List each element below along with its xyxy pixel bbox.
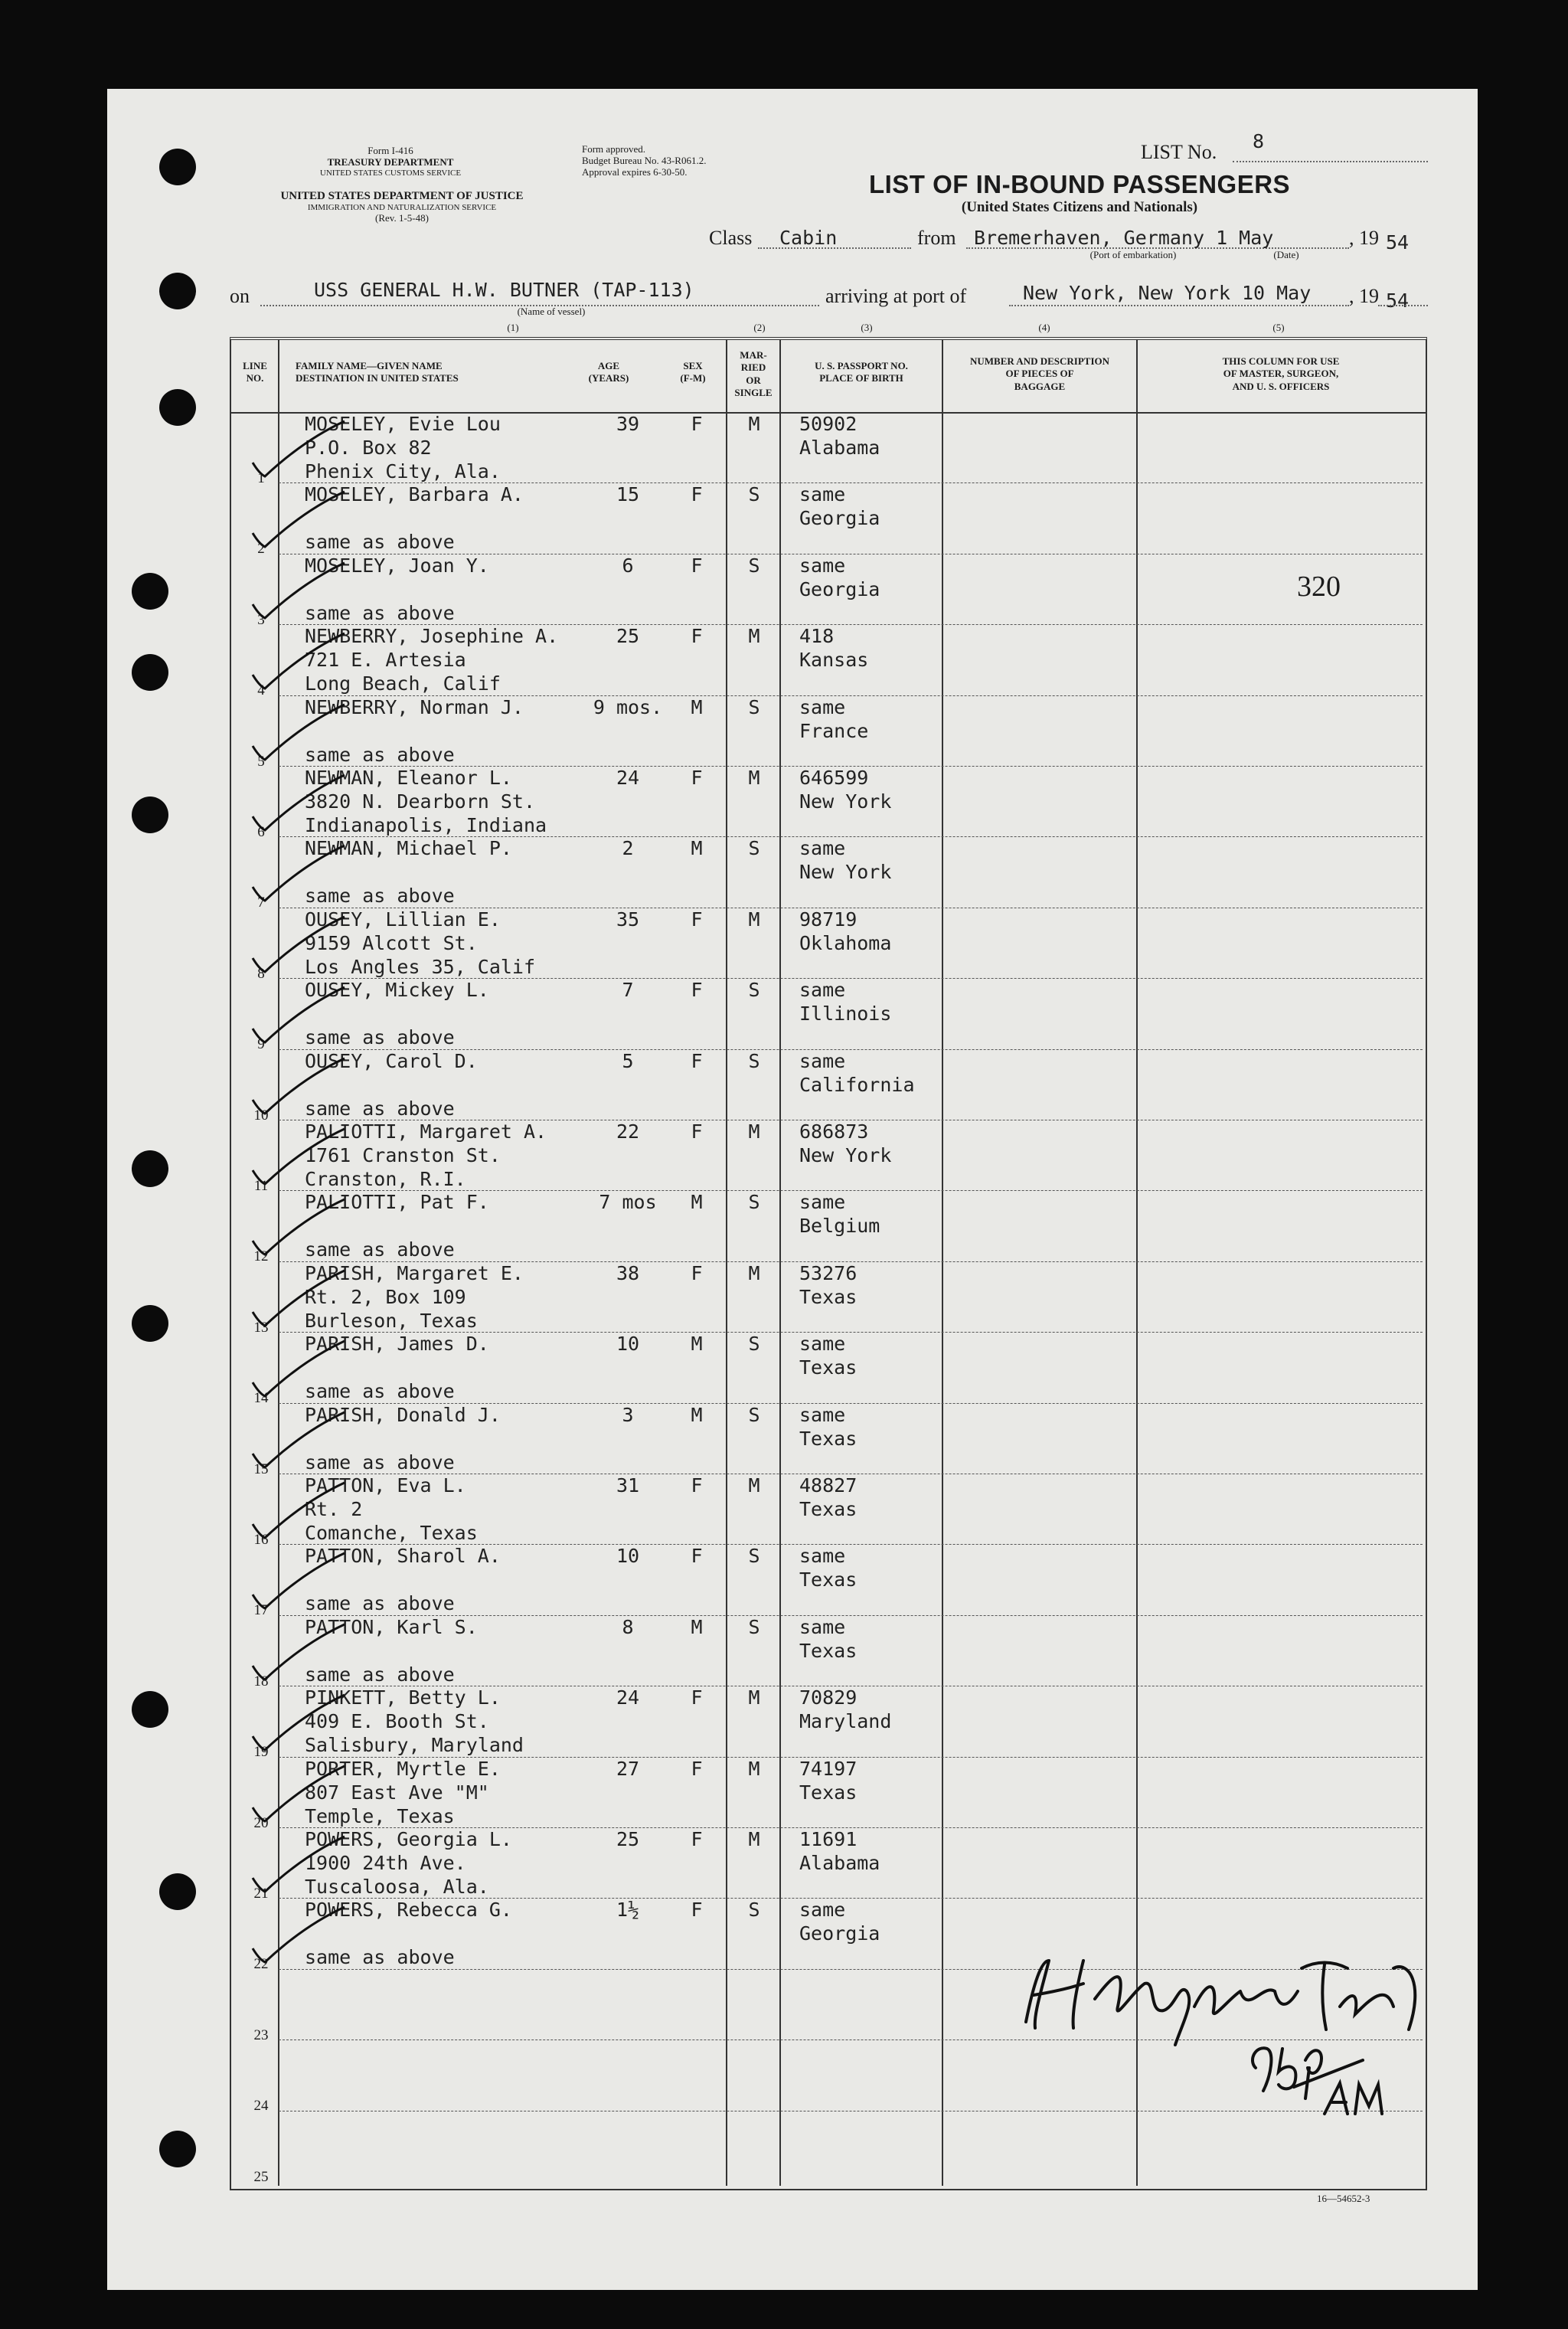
passenger-sex: F (691, 1757, 703, 1780)
page-subtitle: (United States Citizens and Nationals) (961, 199, 1198, 215)
page-title: LIST OF IN-BOUND PASSENGERS (868, 170, 1291, 198)
arriving-label: arriving at port of (825, 285, 967, 307)
passenger-sex: F (691, 979, 703, 1002)
marital-status: S (748, 554, 760, 577)
passenger-name: MOSELEY, Evie Lou P.O. Box 82 Phenix City, Ala. (305, 413, 501, 482)
passenger-sex: F (691, 483, 703, 506)
passenger-age: 7 mos (599, 1191, 657, 1214)
passenger-age: 35 (616, 908, 640, 931)
check-mark (243, 1335, 351, 1404)
vessel-name: USS GENERAL H.W. BUTNER (TAP-113) (314, 279, 694, 301)
marital-status: M (748, 413, 760, 435)
col-num-5: (5) (1272, 322, 1285, 333)
passport-birthplace: same Texas (799, 1333, 858, 1379)
inspector-initials (1240, 2030, 1393, 2121)
col-num-1: (1) (507, 322, 519, 333)
line-number: 15 (253, 1461, 269, 1477)
year-value-2: 54 (1386, 289, 1410, 312)
passenger-name: PARISH, Margaret E. Rt. 2, Box 109 Burleson, Texas (305, 1261, 524, 1332)
passenger-sex: M (691, 1191, 703, 1214)
year-prefix-1: , 19 (1349, 227, 1379, 249)
passport-birthplace: same New York (799, 837, 892, 884)
marital-status: M (748, 1474, 760, 1497)
binder-hole (132, 1305, 168, 1342)
marital-status: M (748, 767, 760, 789)
passport-birthplace: 48827 Texas (799, 1474, 858, 1520)
passenger-age: 24 (616, 1686, 640, 1709)
bureau-label: Budget Bureau No. 43-R061.2. (582, 154, 707, 166)
passenger-name: OUSEY, Carol D. same as above (305, 1049, 478, 1120)
col-divider (1136, 340, 1138, 2186)
binder-hole (159, 149, 196, 185)
passenger-sex: F (691, 1120, 703, 1143)
passenger-name: NEWMAN, Eleanor L. 3820 N. Dearborn St. Indianapolis, Indiana (305, 767, 547, 836)
binder-hole (132, 573, 168, 610)
passenger-name: PORTER, Myrtle E. 807 East Ave "M" Temple, Texas (305, 1757, 501, 1827)
passenger-name: PARISH, James D. same as above (305, 1333, 489, 1403)
treasury-block (276, 146, 505, 178)
passenger-age: 3 (622, 1403, 634, 1426)
check-mark (243, 415, 351, 484)
check-mark (243, 839, 351, 908)
marital-status: S (748, 1049, 760, 1072)
line-number: 11 (253, 1178, 269, 1194)
passenger-sex: F (691, 767, 703, 789)
col-line-header: LINE NO. (243, 360, 267, 384)
justice-label: UNITED STATES DEPARTMENT OF JUSTICE (280, 190, 524, 202)
binder-hole (132, 1150, 168, 1187)
line-number: 5 (257, 753, 265, 770)
line-number: 13 (253, 1319, 269, 1336)
passport-birthplace: 98719 Oklahoma (799, 908, 892, 954)
from-value: Bremerhaven, Germany 1 May (974, 227, 1274, 249)
line-number: 1 (257, 470, 265, 486)
passenger-age: 10 (616, 1333, 640, 1356)
col-num-4: (4) (1038, 322, 1050, 333)
marital-status: S (748, 837, 760, 860)
passenger-sex: M (691, 695, 703, 718)
marital-status: S (748, 1191, 760, 1214)
passenger-sex: M (691, 1403, 703, 1426)
passenger-age: 24 (616, 767, 640, 789)
line-number: 14 (253, 1390, 269, 1407)
line-number: 19 (253, 1744, 269, 1761)
on-label: on (230, 285, 250, 307)
passenger-sex: F (691, 1828, 703, 1850)
check-mark (243, 981, 351, 1050)
passport-birthplace: same California (799, 1049, 915, 1096)
ins-label: IMMIGRATION AND NATURALIZATION SERVICE (307, 203, 497, 213)
passport-birthplace: same Georgia (799, 554, 880, 600)
year-value-1: 54 (1386, 231, 1410, 254)
passenger-age: 8 (622, 1615, 634, 1638)
line-number: 25 (253, 2168, 269, 2185)
marital-status: M (748, 1828, 760, 1850)
passenger-name: PINKETT, Betty L. 409 E. Booth St. Salisbury, Maryland (305, 1686, 524, 1757)
check-mark (243, 1477, 351, 1546)
passport-birthplace: same Texas (799, 1615, 858, 1662)
passenger-name: PARISH, Donald J. same as above (305, 1403, 501, 1474)
check-mark (243, 1760, 351, 1829)
binder-hole (132, 654, 168, 691)
check-mark (243, 1618, 351, 1687)
passenger-sex: F (691, 1474, 703, 1497)
line-number: 6 (257, 824, 265, 840)
check-mark (243, 1547, 351, 1616)
passenger-age: 7 (622, 979, 634, 1002)
passenger-age: 6 (622, 554, 634, 577)
marital-status: S (748, 1333, 760, 1356)
col-officers-header: THIS COLUMN FOR USE OF MASTER, SURGEON, AND U. S. OFFICERS (1222, 355, 1340, 392)
col-passport-header: U. S. PASSPORT NO. PLACE OF BIRTH (815, 360, 908, 384)
passenger-age: 15 (616, 483, 640, 506)
list-no-value: 8 (1253, 130, 1265, 152)
passenger-name: MOSELEY, Barbara A. same as above (305, 483, 524, 554)
marital-status: S (748, 979, 760, 1002)
passenger-name: OUSEY, Mickey L. same as above (305, 979, 489, 1049)
passenger-name: NEWMAN, Michael P. same as above (305, 837, 512, 908)
passport-birthplace: 686873 New York (799, 1120, 892, 1166)
passenger-sex: F (691, 1899, 703, 1922)
line-number: 9 (257, 1036, 265, 1053)
passenger-age: 27 (616, 1757, 640, 1780)
passport-birthplace: same Belgium (799, 1191, 880, 1238)
marital-status: M (748, 625, 760, 648)
marital-status: S (748, 483, 760, 506)
passenger-sex: M (691, 1615, 703, 1638)
passport-birthplace: 70829 Maryland (799, 1686, 892, 1733)
passenger-name: PALIOTTI, Margaret A. 1761 Cranston St. Cranston, R.I. (305, 1120, 547, 1190)
list-no-label: LIST No. (1141, 141, 1217, 163)
passenger-age: 9 mos. (593, 695, 663, 718)
port-value: New York, New York 10 May (1023, 282, 1312, 304)
passport-birthplace: 11691 Alabama (799, 1828, 880, 1874)
check-mark (243, 1689, 351, 1758)
passenger-age: 25 (616, 1828, 640, 1850)
passenger-name: OUSEY, Lillian E. 9159 Alcott St. Los Angles 35, Calif (305, 908, 536, 978)
col-age-header: AGE (YEARS) (588, 360, 629, 384)
line-number: 12 (253, 1248, 269, 1265)
passport-birthplace: same Georgia (799, 1899, 880, 1945)
rev-label: (Rev. 1-5-48) (375, 211, 429, 224)
marital-status: S (748, 1545, 760, 1568)
line-number: 20 (253, 1814, 269, 1831)
passenger-age: 2 (622, 837, 634, 860)
class-value: Cabin (779, 227, 838, 249)
passenger-age: 1½ (616, 1899, 640, 1922)
port-line (1009, 305, 1349, 306)
marital-status: M (748, 1120, 760, 1143)
passenger-sex: F (691, 413, 703, 435)
check-mark (243, 1830, 351, 1899)
line-number: 8 (257, 965, 265, 982)
col-name-header: FAMILY NAME—GIVEN NAME DESTINATION IN UNITED STATES (296, 360, 459, 384)
col-num-2: (2) (753, 322, 766, 333)
line-number: 4 (257, 682, 265, 699)
col-num-3: (3) (861, 322, 873, 333)
form-number: Form I-416 (368, 145, 413, 156)
check-mark (243, 1123, 351, 1192)
check-mark (243, 1052, 351, 1121)
passenger-name: MOSELEY, Joan Y. same as above (305, 554, 489, 624)
passenger-name: NEWBERRY, Norman J. same as above (305, 695, 524, 766)
justice-block (222, 190, 582, 224)
passenger-name: PATTON, Eva L. Rt. 2 Comanche, Texas (305, 1474, 478, 1544)
marital-status: M (748, 1757, 760, 1780)
passenger-age: 5 (622, 1049, 634, 1072)
binder-hole (159, 1873, 196, 1910)
line-number: 21 (253, 1886, 269, 1902)
footer-code: 16—54652-3 (1317, 2193, 1370, 2204)
passenger-name: PALIOTTI, Pat F. same as above (305, 1191, 489, 1261)
customs-label: UNITED STATES CUSTOMS SERVICE (319, 168, 462, 178)
col-married-header: MAR- RIED OR SINGLE (734, 349, 773, 398)
col-sex-header: SEX (F-M) (680, 360, 706, 384)
binder-hole (132, 1691, 168, 1728)
line-number: 17 (253, 1602, 269, 1619)
passport-birthplace: same Georgia (799, 483, 880, 530)
date-caption-1: (Date) (1273, 249, 1299, 260)
binder-hole (159, 2131, 196, 2167)
passenger-sex: F (691, 1545, 703, 1568)
check-mark (243, 698, 351, 767)
year-prefix-2: , 19 (1349, 285, 1379, 307)
check-mark (243, 769, 351, 838)
passenger-sex: F (691, 1049, 703, 1072)
col-divider (779, 340, 781, 2186)
check-mark (243, 1193, 351, 1262)
passenger-sex: M (691, 837, 703, 860)
passenger-sex: F (691, 1261, 703, 1284)
binder-hole (159, 273, 196, 309)
passenger-name: PATTON, Sharol A. same as above (305, 1545, 501, 1615)
approved-label: Form approved. (582, 143, 646, 155)
passport-birthplace: same France (799, 695, 869, 742)
passport-birthplace: 50902 Alabama (799, 413, 880, 459)
check-mark (243, 486, 351, 554)
treasury-label: TREASURY DEPARTMENT (327, 155, 454, 168)
passenger-name: POWERS, Rebecca G. same as above (305, 1899, 512, 1969)
col-baggage-header: NUMBER AND DESCRIPTION OF PIECES OF BAGGAGE (969, 355, 1110, 392)
passport-birthplace: same Texas (799, 1403, 858, 1450)
check-mark (243, 1406, 351, 1475)
marital-status: S (748, 1403, 760, 1426)
passenger-name: NEWBERRY, Josephine A. 721 E. Artesia Long Beach, Calif (305, 625, 559, 695)
passenger-age: 10 (616, 1545, 640, 1568)
line-number: 2 (257, 541, 265, 558)
passenger-name: PATTON, Karl S. same as above (305, 1615, 478, 1686)
passport-birthplace: 53276 Texas (799, 1261, 858, 1308)
passenger-sex: F (691, 554, 703, 577)
passport-birthplace: 646599 New York (799, 767, 892, 813)
binder-hole (132, 797, 168, 833)
line-number: 16 (253, 1532, 269, 1548)
approval-block (582, 144, 706, 178)
line-number: 18 (253, 1673, 269, 1690)
stamp-number: 320 (1297, 571, 1341, 603)
line-number: 3 (257, 611, 265, 628)
year-line (1378, 305, 1428, 306)
check-mark (243, 1264, 351, 1333)
check-mark (243, 627, 351, 696)
list-no-line (1233, 161, 1428, 162)
line-number: 22 (253, 1956, 269, 1973)
check-mark (243, 911, 351, 980)
passenger-age: 38 (616, 1261, 640, 1284)
check-mark (243, 1901, 351, 1970)
marital-status: S (748, 695, 760, 718)
line-number: 24 (253, 2098, 269, 2115)
passenger-age: 22 (616, 1120, 640, 1143)
passenger-sex: F (691, 625, 703, 648)
marital-status: M (748, 1686, 760, 1709)
check-mark (243, 557, 351, 626)
passport-birthplace: same Illinois (799, 979, 892, 1025)
embark-caption: (Port of embarkation) (1089, 249, 1177, 260)
passenger-sex: F (691, 908, 703, 931)
expires-label: Approval expires 6-30-50. (582, 165, 688, 178)
from-label: from (917, 227, 956, 249)
line-number: 10 (253, 1107, 269, 1124)
marital-status: S (748, 1899, 760, 1922)
marital-status: M (748, 908, 760, 931)
passenger-age: 39 (616, 413, 640, 435)
marital-status: M (748, 1261, 760, 1284)
binder-hole (159, 389, 196, 426)
col-divider (942, 340, 943, 2186)
line-number: 23 (253, 2026, 269, 2043)
passenger-age: 31 (616, 1474, 640, 1497)
passenger-age: 25 (616, 625, 640, 648)
passport-birthplace: 74197 Texas (799, 1757, 858, 1804)
marital-status: S (748, 1615, 760, 1638)
passport-birthplace: 418 Kansas (799, 625, 869, 672)
passenger-sex: F (691, 1686, 703, 1709)
passport-birthplace: same Texas (799, 1545, 858, 1591)
line-number: 7 (257, 895, 265, 911)
class-label: Class (709, 227, 753, 249)
passenger-sex: M (691, 1333, 703, 1356)
passenger-name: POWERS, Georgia L. 1900 24th Ave. Tuscaloosa, Ala. (305, 1828, 512, 1898)
col-divider (726, 340, 727, 2186)
vessel-caption: (Name of vessel) (517, 306, 586, 317)
